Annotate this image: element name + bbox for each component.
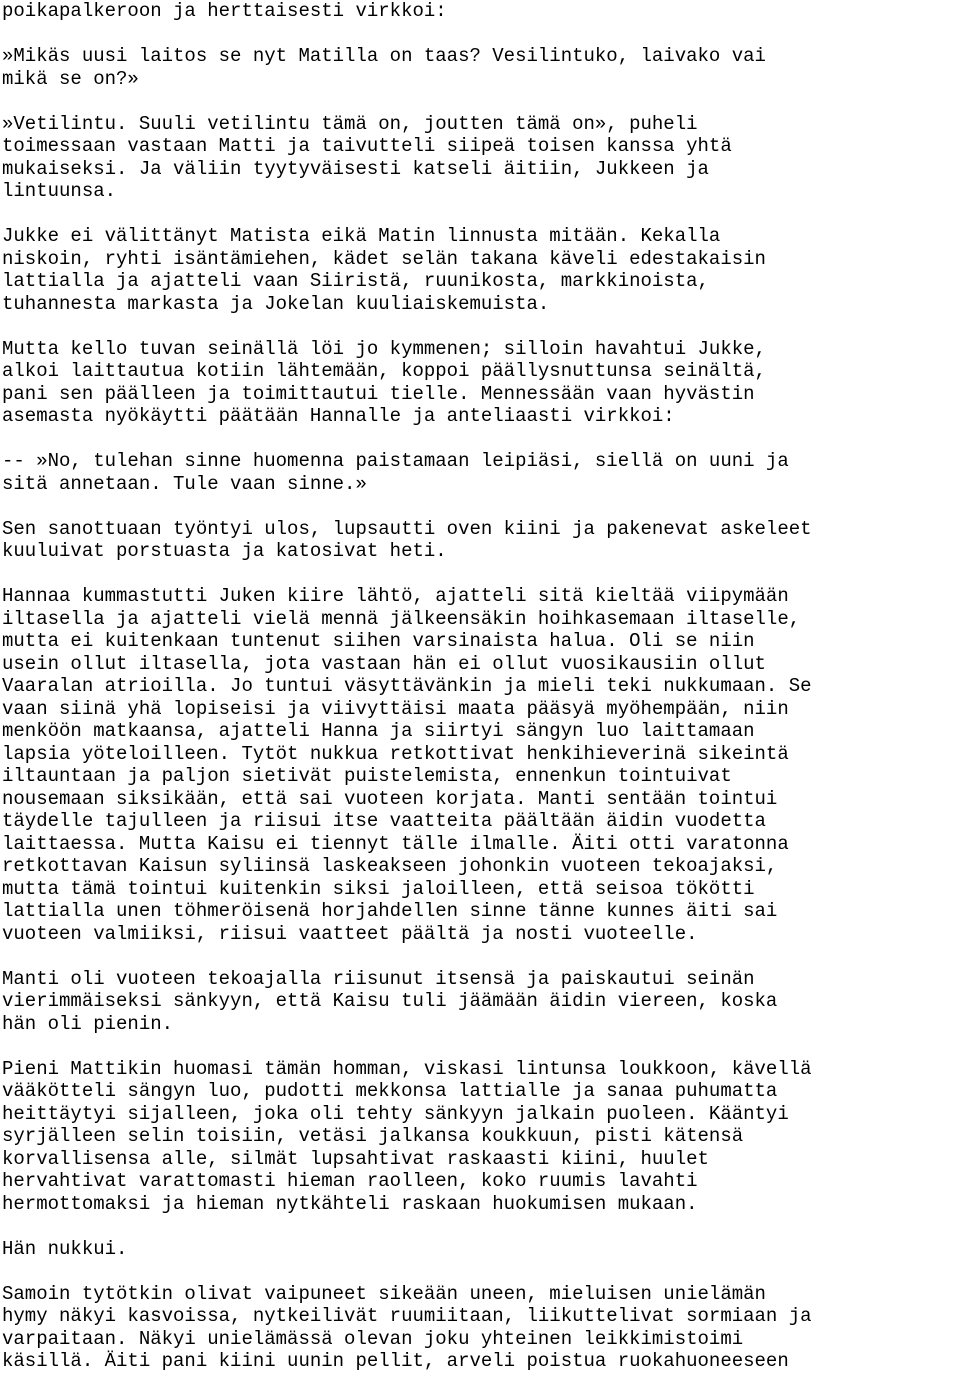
text-line: Pieni Mattikin huomasi tämän homman, viskasi lintunsa loukkoon, kävellä	[2, 1057, 812, 1080]
text-line: kuuluivat porstuasta ja katosivat heti.	[2, 540, 447, 562]
text-line: vaan siinä yhä lopiseisi ja viivyttäisi maata pääsyä myöhempään, niin	[2, 697, 789, 720]
text-line: lattialla ja ajatteli vaan Siiristä, ruunikosta, markkinoista,	[2, 270, 709, 292]
paragraph	[2, 1058, 960, 1216]
text-line: tuhannesta markasta ja Jokelan kuuliaiskemuista.	[2, 292, 550, 315]
text-line: Jukke ei välittänyt Matista eikä Matin linnusta mitään. Kekalla	[2, 225, 721, 247]
paragraph	[2, 1238, 960, 1261]
paragraph	[2, 518, 960, 563]
paragraph	[2, 338, 960, 428]
text-line: usein ollut iltasella, jota vastaan hän ei ollut vuosikausiin ollut	[2, 652, 766, 675]
text-line: vääkötteli sängyn luo, pudotti mekkonsa lattialle ja sanaa puhumatta	[2, 1080, 778, 1102]
text-line: vuoteen valmiiksi, riisui vaatteet päältä ja nosti vuoteelle.	[2, 922, 698, 945]
text-line: pani sen päälleen ja toimittautui tielle. Mennessään vaan hyvästin	[2, 382, 755, 405]
text-line: syrjälleen selin toisiin, vetäsi jalkansa koukkuun, pisti kätensä	[2, 1125, 744, 1147]
text-line: iltasella ja ajatteli vielä mennä jälkeensäkin hoihkasemaan iltaselle,	[2, 607, 801, 630]
document-page	[2, 0, 960, 1395]
text-line: lattialla unen töhmeröisenä horjahdellen sinne tänne kunnes äiti sai	[2, 900, 778, 922]
text-line: iltauntaan ja paljon sietivät puistelemista, ennenkun tointuivat	[2, 765, 732, 787]
paragraph	[2, 968, 960, 1036]
text-line: vierimmäiseksi sänkyyn, että Kaisu tuli jäämään äidin viereen, koska	[2, 990, 778, 1012]
text-line: alkoi laittautua kotiin lähtemään, koppoi päällysnuttunsa seinältä,	[2, 360, 766, 382]
text-line: Hän nukkui.	[2, 1237, 128, 1260]
text-line: Manti oli vuoteen tekoajalla riisunut itsensä ja paiskautui seinän	[2, 967, 755, 990]
text-line: -- »No, tulehan sinne huomenna paistamaan leipiäsi, siellä on uuni ja	[2, 450, 789, 472]
text-line: lintuunsa.	[2, 180, 117, 202]
paragraph	[2, 450, 960, 495]
text-line: laittaessa. Mutta Kaisu ei tiennyt tälle ilmalle. Äiti otti varatonna	[2, 832, 789, 855]
text-line: Mutta kello tuvan seinällä löi jo kymmenen; silloin havahtui Jukke,	[2, 337, 766, 360]
paragraph	[2, 585, 960, 945]
paragraph	[2, 1283, 960, 1373]
text-line: varpaitaan. Näkyi unielämässä olevan joku yhteinen leikkimistoimi	[2, 1327, 744, 1350]
text-line: hymy näkyi kasvoissa, nytkeilivät ruumiitaan, liikuttelivat sormiaan ja	[2, 1305, 812, 1327]
paragraph	[2, 225, 960, 315]
text-line: Sen sanottuaan työntyi ulos, lupsautti oven kiini ja pakenevat askeleet	[2, 517, 812, 540]
text-line: hervahtivat varattomasti hieman raolleen, koko ruumis lavahti	[2, 1170, 698, 1192]
text-line: niskoin, ryhti isäntämiehen, kädet selän takana käveli edestakaisin	[2, 247, 766, 270]
text-line: sitä annetaan. Tule vaan sinne.»	[2, 472, 367, 495]
text-line: hän oli pienin.	[2, 1012, 174, 1035]
text-line: mikä se on?»	[2, 67, 139, 90]
text-line: »Vetilintu. Suuli vetilintu tämä on, joutten tämä on», puheli	[2, 112, 698, 135]
text-line: Samoin tytötkin olivat vaipuneet sikeään uneen, mieluisen unielämän	[2, 1282, 766, 1305]
paragraph	[2, 113, 960, 203]
text-line: heittäytyi sijalleen, joka oli tehty sänkyyn jalkain puoleen. Kääntyi	[2, 1102, 789, 1125]
text-line: »Mikäs uusi laitos se nyt Matilla on taas? Vesilintuko, laivako vai	[2, 45, 766, 67]
text-line: hermottomaksi ja hieman nytkähteli raskaan huokumisen mukaan.	[2, 1192, 698, 1215]
paragraph	[2, 0, 960, 23]
text-line: Vaaralan atrioilla. Jo tuntui väsyttävänkin ja mieli teki nukkumaan. Se	[2, 675, 812, 697]
text-line: poikapalkeroon ja herttaisesti virkkoi:	[2, 0, 447, 22]
text-line: mukaiseksi. Ja väliin tyytyväisesti katseli äitiin, Jukkeen ja	[2, 157, 709, 180]
text-line: retkottavan Kaisun syliinsä laskeakseen johonkin vuoteen tekoajaksi,	[2, 855, 778, 877]
paragraph	[2, 45, 960, 90]
text-line: mutta ei kuitenkaan tuntenut siihen varsinaista halua. Oli se niin	[2, 630, 755, 652]
text-line: korvallisensa alle, silmät lupsahtivat raskaasti kiini, huulet	[2, 1147, 709, 1170]
text-line: mutta tämä tointui kuitenkin siksi jaloilleen, että seisoa tökötti	[2, 877, 755, 900]
text-line: asemasta nyökäytti päätään Hannalle ja anteliaasti virkkoi:	[2, 405, 675, 427]
text-line: nousemaan siksikään, että sai vuoteen korjata. Manti sentään tointui	[2, 787, 778, 810]
text-line: menköön matkaansa, ajatteli Hanna ja siirtyi sängyn luo laittamaan	[2, 720, 755, 742]
text-line: toimessaan vastaan Matti ja taivutteli siipeä toisen kanssa yhtä	[2, 135, 732, 157]
text-line: täydelle tajulleen ja riisui itse vaatteita päältään äidin vuodetta	[2, 810, 766, 832]
text-line: käsillä. Äiti pani kiini uunin pellit, arveli poistua ruokahuoneeseen	[2, 1350, 789, 1372]
text-line: lapsia yöteloilleen. Tytöt nukkua retkottivat henkihieverinä sikeintä	[2, 742, 789, 765]
text-line: Hannaa kummastutti Juken kiire lähtö, ajatteli sitä kieltää viipymään	[2, 585, 789, 607]
